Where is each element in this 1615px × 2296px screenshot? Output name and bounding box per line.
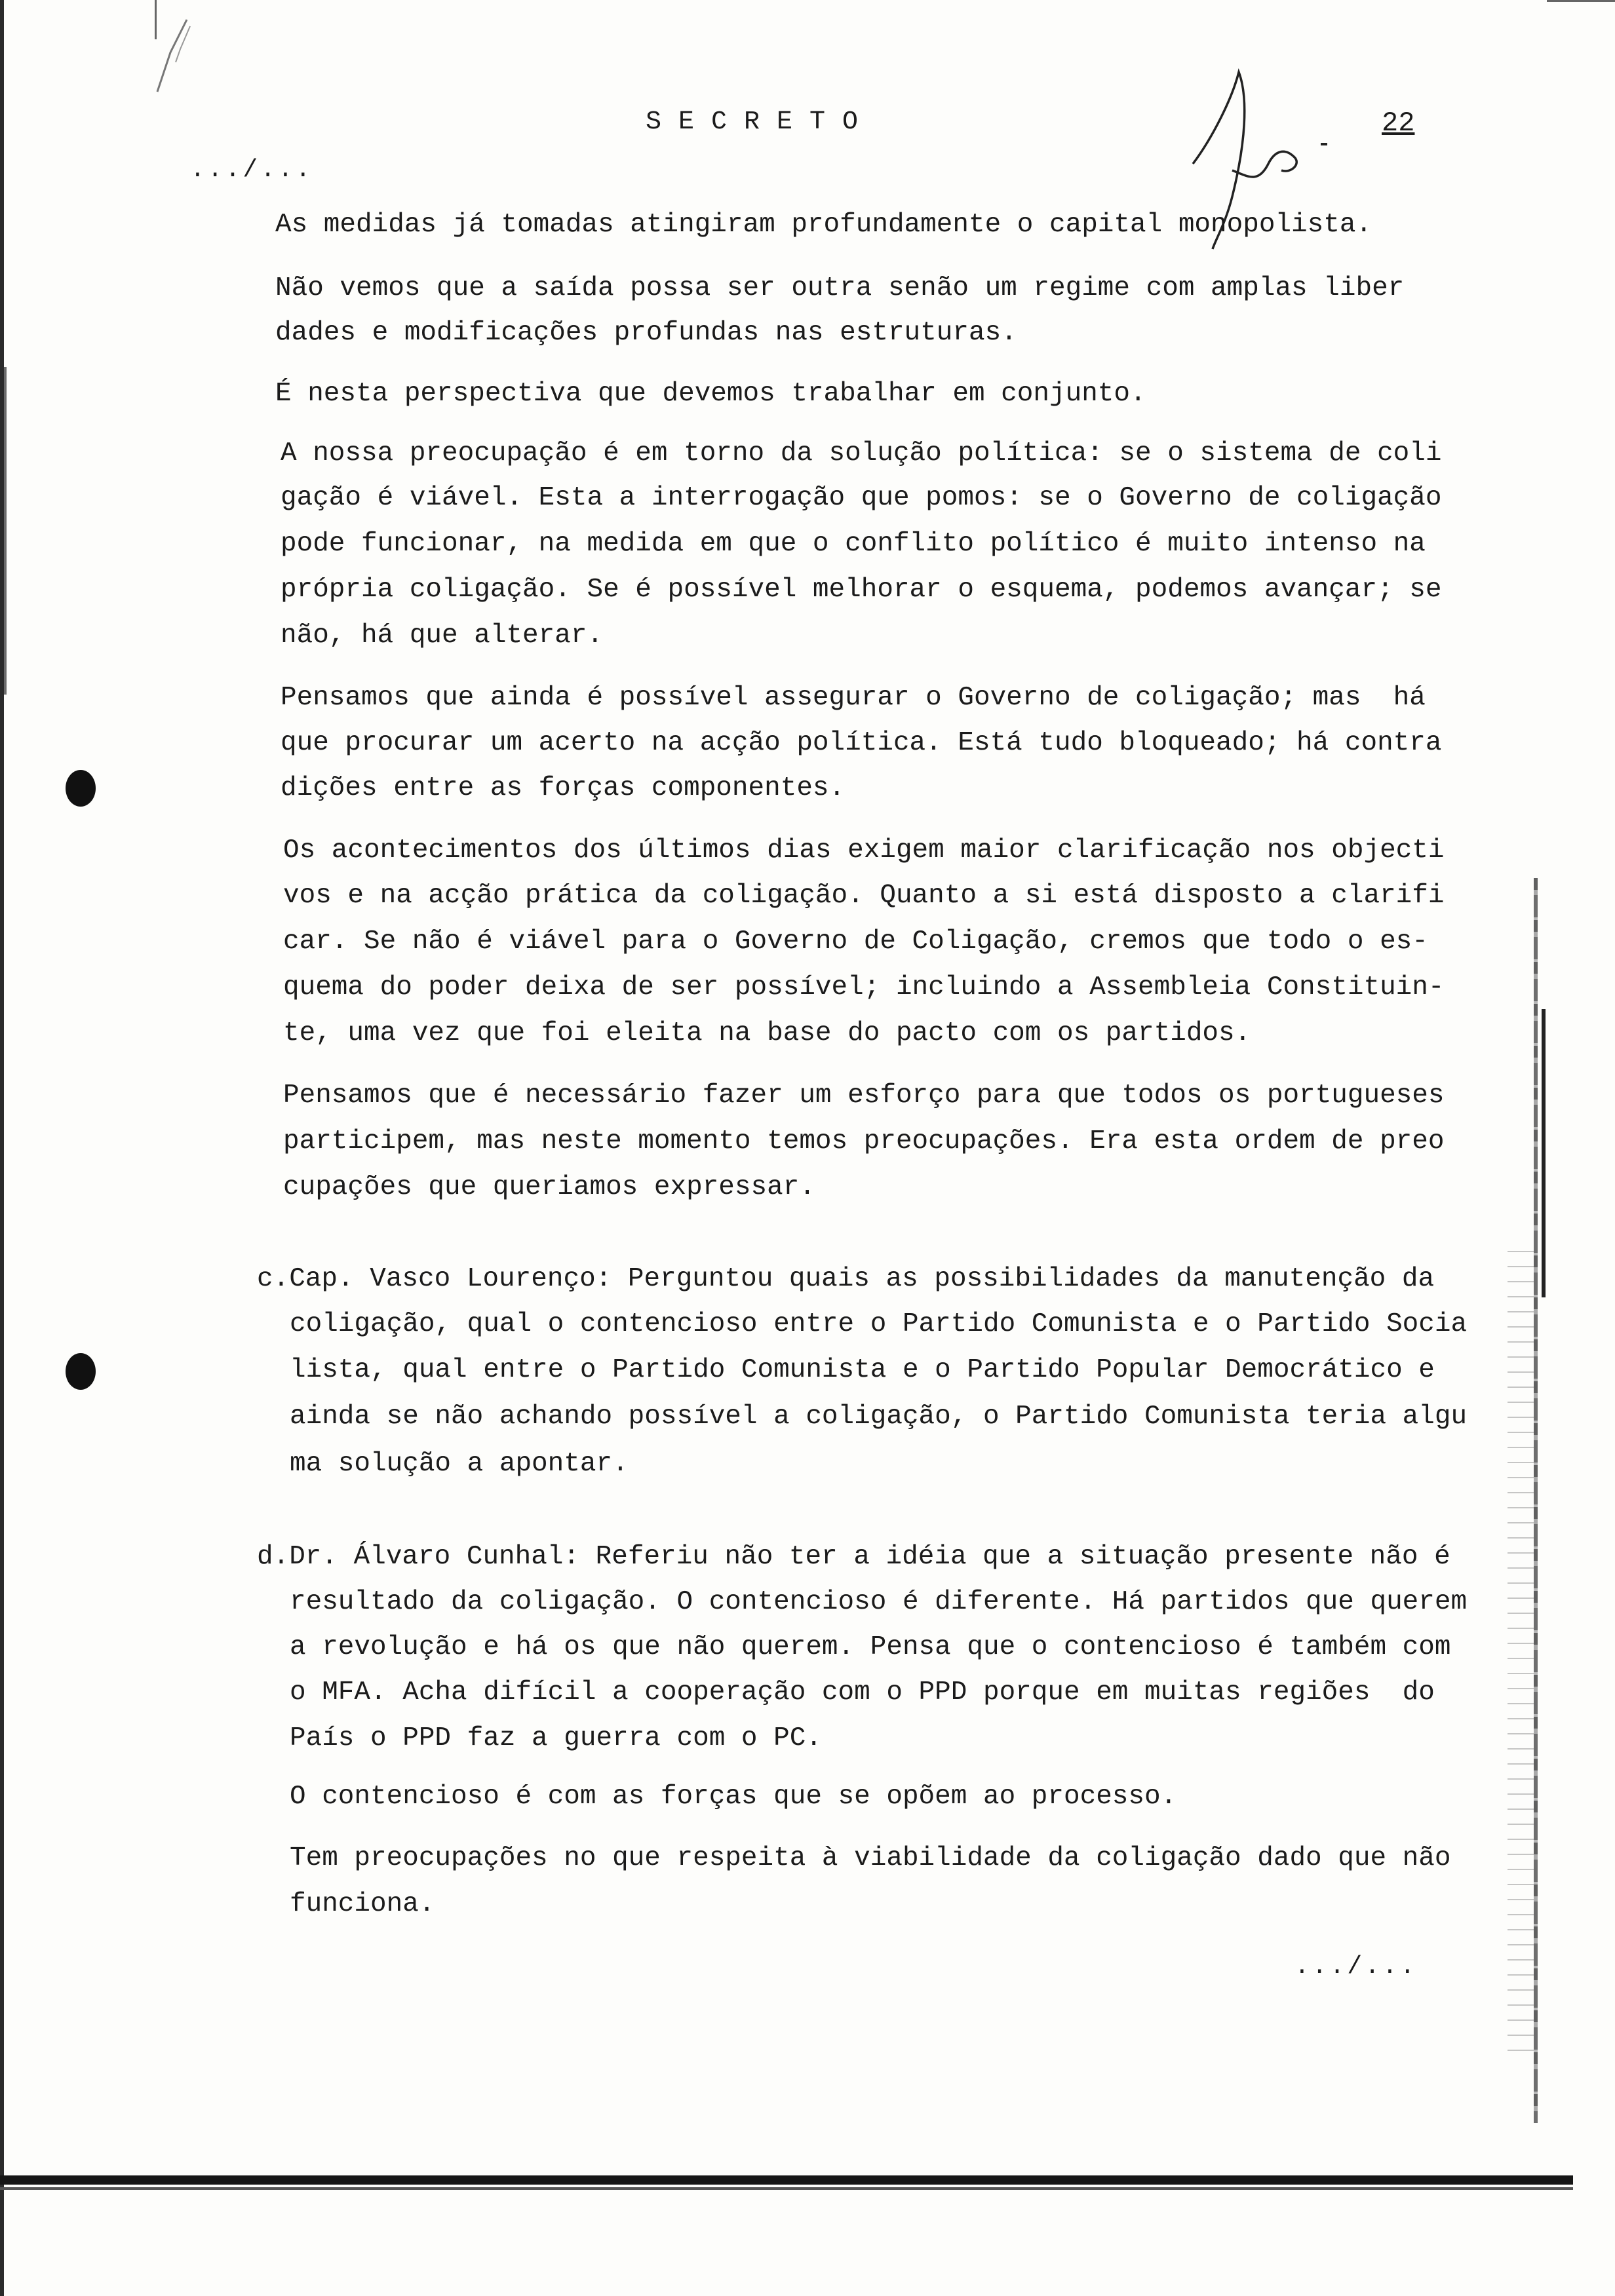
scan-top-right-mark <box>1547 0 1615 2</box>
scan-bottom-edge-thin <box>0 2187 1573 2190</box>
scan-right-mark <box>1534 878 1538 2123</box>
paragraph-line: Tem preocupações no que respeita à viabilidade da coligação dado que não <box>290 1843 1451 1873</box>
paragraph-line: A nossa preocupação é em torno da solução política: se o sistema de coli <box>281 438 1442 469</box>
paragraph-line: que procurar um acerto na acção política. Está tudo bloqueado; há contra <box>281 728 1442 758</box>
paragraph-line: dições entre as forças componentes. <box>281 773 846 803</box>
paragraph-line: não, há que alterar. <box>281 621 604 651</box>
scan-left-mark <box>4 367 7 695</box>
paragraph-line: gação é viável. Esta a interrogação que pomos: se o Governo de coligação <box>281 483 1442 513</box>
paragraph-line: Pensamos que é necessário fazer um esforço para que todos os portugueses <box>283 1081 1445 1111</box>
paragraph-line: participem, mas neste momento temos preocupações. Era esta ordem de preo <box>283 1126 1445 1157</box>
continuation-mark-top: .../... <box>190 156 313 184</box>
paragraph-line: própria coligação. Se é possível melhorar o esquema, podemos avançar; se <box>281 575 1442 605</box>
item-c-line: ma solução a apontar. <box>290 1449 629 1479</box>
punch-hole-upper <box>66 770 96 807</box>
item-c-line: lista, qual entre o Partido Comunista e o Partido Popular Democrático e <box>290 1355 1435 1385</box>
paragraph-line: Não vemos que a saída possa ser outra senão um regime com amplas liber <box>275 273 1405 303</box>
scan-right-speckle <box>1508 1245 1534 2064</box>
scan-right-mark-thick <box>1542 1009 1546 1297</box>
paragraph-line: pode funcionar, na medida em que o conflito político é muito intenso na <box>281 529 1426 559</box>
paragraph-line: quema do poder deixa de ser possível; incluindo a Assembleia Constituin- <box>283 972 1445 1003</box>
item-d-line: d.Dr. Álvaro Cunhal: Referiu não ter a idéia que a situação presente não é <box>257 1542 1450 1572</box>
item-d-line: País o PPD faz a guerra com o PC. <box>290 1723 822 1753</box>
classification-header: SECRETO <box>646 107 876 137</box>
paragraph-line: As medidas já tomadas atingiram profundamente o capital monopolista. <box>275 210 1372 240</box>
paragraph-line: car. Se não é viável para o Governo de Coligação, cremos que todo o es- <box>283 927 1428 957</box>
paragraph-line: O contencioso é com as forças que se opõem ao processo. <box>290 1782 1177 1812</box>
item-c-line: c.Cap. Vasco Lourenço: Perguntou quais as possibilidades da manutenção da <box>257 1264 1435 1294</box>
paragraph-line: funciona. <box>290 1889 435 1919</box>
scan-bottom-edge <box>0 2175 1573 2185</box>
paragraph-line: É nesta perspectiva que devemos trabalhar em conjunto. <box>275 379 1146 409</box>
paragraph-line: dades e modificações profundas nas estruturas. <box>275 318 1017 348</box>
paragraph-line: Os acontecimentos dos últimos dias exigem maior clarificação nos objecti <box>283 835 1445 866</box>
item-c-line: coligação, qual o contencioso entre o Partido Comunista e o Partido Socia <box>290 1309 1468 1339</box>
paragraph-line: te, uma vez que foi eleita na base do pacto com os partidos. <box>283 1018 1251 1048</box>
pen-scribble-mark <box>125 13 197 105</box>
scan-left-edge <box>0 0 4 2296</box>
handwritten-initials <box>1186 59 1344 275</box>
page-number: 22 <box>1382 107 1415 139</box>
paragraph-line: cupações que queriamos expressar. <box>283 1172 815 1202</box>
item-c-line: ainda se não achando possível a coligação, o Partido Comunista teria algu <box>290 1402 1468 1432</box>
punch-hole-lower <box>66 1353 96 1390</box>
paragraph-line: vos e na acção prática da coligação. Quanto a si está disposto a clarifi <box>283 881 1445 911</box>
paragraph-line: Pensamos que ainda é possível assegurar o Governo de coligação; mas há <box>281 683 1426 713</box>
continuation-mark-bottom: .../... <box>1294 1953 1418 1981</box>
item-d-line: o MFA. Acha difícil a cooperação com o PPD porque em muitas regiões do <box>290 1677 1435 1708</box>
item-d-line: a revolução e há os que não querem. Pensa que o contencioso é também com <box>290 1632 1451 1662</box>
item-d-line: resultado da coligação. O contencioso é diferente. Há partidos que querem <box>290 1587 1468 1617</box>
